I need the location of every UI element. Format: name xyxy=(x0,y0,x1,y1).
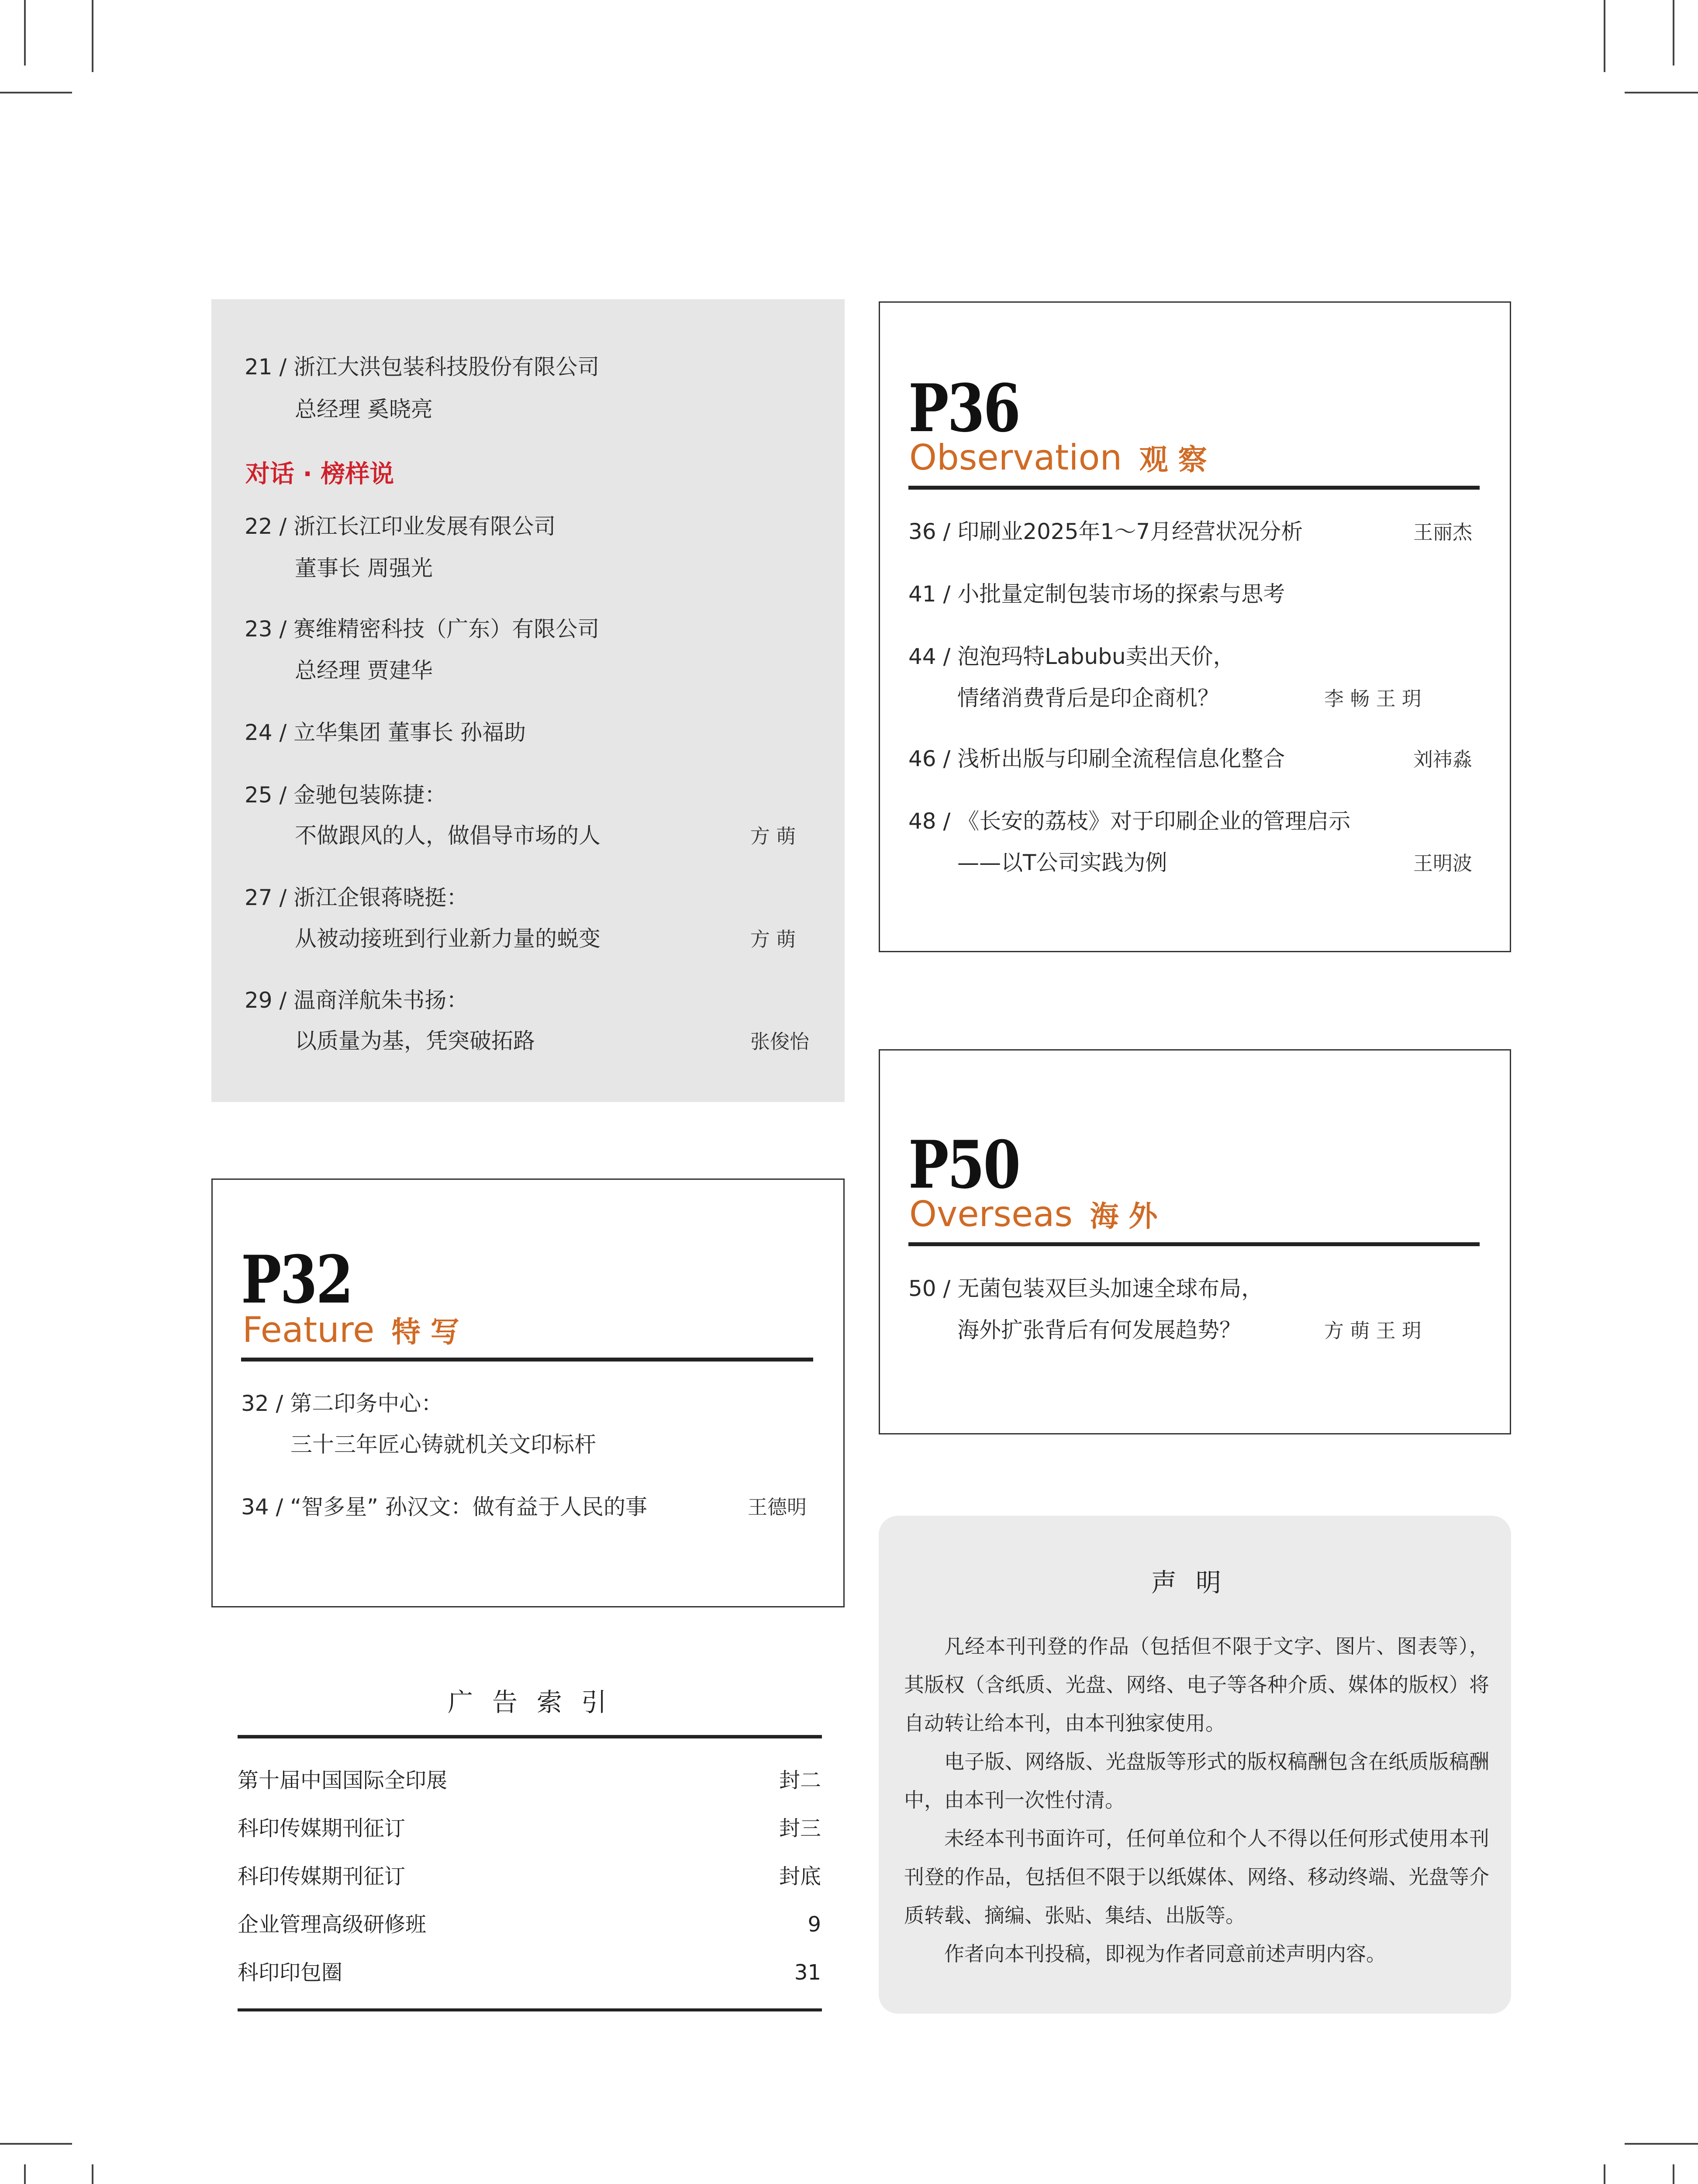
toc-item-subtitle: 不做跟风的人，做倡导市场的人 xyxy=(295,823,601,848)
ad-index-page: 封三 xyxy=(779,1816,821,1841)
toc-item-subtitle: 情绪消费背后是印企商机？ xyxy=(957,685,1219,711)
toc-item-title: 46 / 浅析出版与印刷全流程信息化整合 xyxy=(908,746,1285,771)
ad-index-name: 科印传媒期刊征订 xyxy=(238,1816,406,1841)
ad-index-bottom-rule xyxy=(238,2008,822,2011)
crop-mark xyxy=(1673,2164,1674,2184)
overseas-title-rule xyxy=(908,1242,1480,1246)
crop-mark xyxy=(0,2143,72,2145)
ad-index-name: 企业管理高级研修班 xyxy=(238,1912,427,1937)
crop-mark xyxy=(1673,0,1674,66)
notice-title: 声明 xyxy=(1151,1568,1241,1597)
feature-title xyxy=(242,1310,459,1350)
toc-item-author: 方 萌 xyxy=(750,825,796,848)
toc-item-title: 25 / 金驰包装陈捷： xyxy=(245,782,447,808)
observation-title-rule xyxy=(908,486,1480,490)
toc-item-author: 王丽杰 xyxy=(1413,521,1473,544)
feature-title-en: Feature xyxy=(242,1310,375,1350)
toc-item-author: 方 萌 王 玥 xyxy=(1324,1319,1422,1342)
overseas-title-en: Overseas xyxy=(909,1194,1073,1234)
toc-item-subtitle: 三十三年匠心铸就机关文印标杆 xyxy=(290,1432,596,1457)
toc-item-title: 48 / 《长安的荔枝》对于印刷企业的管理启示 xyxy=(908,809,1351,834)
crop-mark xyxy=(1625,92,1698,93)
feature-page-number: P32 xyxy=(241,1241,352,1318)
crop-mark xyxy=(92,0,93,72)
toc-item-title: 50 / 无菌包装双巨头加速全球布局， xyxy=(908,1276,1263,1301)
ad-index-page: 封二 xyxy=(779,1768,821,1793)
notice-paragraph: 电子版、网络版、光盘版等形式的版权稿酬包含在纸质版稿酬中，由本刊一次性付清。 xyxy=(904,1750,1489,1812)
observation-title-cn: 观 察 xyxy=(1139,443,1207,477)
toc-item-subtitle: 总经理 贾建华 xyxy=(295,658,433,683)
ad-index-name: 第十届中国国际全印展 xyxy=(238,1768,448,1793)
toc-item-title: 32 / 第二印务中心： xyxy=(241,1391,443,1416)
toc-item-subtitle: 从被动接班到行业新力量的蜕变 xyxy=(295,926,601,951)
ad-index-page: 9 xyxy=(808,1912,821,1937)
crop-mark xyxy=(92,2164,93,2184)
overseas-section xyxy=(879,1049,1511,1434)
toc-item-author: 刘祎淼 xyxy=(1413,748,1473,771)
ad-index-name: 科印印包圈 xyxy=(238,1960,343,1985)
crop-mark xyxy=(1625,2143,1698,2145)
crop-mark xyxy=(1604,2164,1605,2184)
toc-item-title: 22 / 浙江长江印业发展有限公司 xyxy=(245,514,556,539)
section-heading: 对话 · 榜样说 xyxy=(245,460,394,488)
toc-item-subtitle: ——以T公司实践为例 xyxy=(957,850,1167,875)
feature-title-rule xyxy=(241,1358,813,1362)
overseas-title xyxy=(909,1194,1158,1234)
notice-paragraph: 凡经本刊刊登的作品（包括但不限于文字、图片、图表等），其版权（含纸质、光盘、网络、电子等各种介质、媒体的版权）将自动转让给本刊，由本刊独家使用。 xyxy=(904,1635,1489,1735)
toc-item-subtitle: 总经理 奚晓亮 xyxy=(295,397,433,422)
observation-page-number: P36 xyxy=(908,370,1019,447)
overseas-page-number: P50 xyxy=(908,1127,1019,1203)
toc-item-title: 44 / 泡泡玛特Labubu卖出天价， xyxy=(908,644,1235,669)
toc-item-title: 29 / 温商洋航朱书扬： xyxy=(245,988,469,1013)
ad-index-top-rule xyxy=(238,1735,822,1738)
crop-mark xyxy=(1604,0,1605,72)
observation-title xyxy=(909,437,1207,478)
toc-item-author: 王明波 xyxy=(1413,852,1473,875)
toc-item-title: 23 / 赛维精密科技（广东）有限公司 xyxy=(245,616,600,642)
ad-index-name: 科印传媒期刊征订 xyxy=(238,1864,406,1889)
crop-mark xyxy=(0,92,72,93)
toc-item-title: 24 / 立华集团 董事长 孙福助 xyxy=(245,720,526,745)
toc-item-author: 方 萌 xyxy=(750,928,796,951)
toc-item-author: 李 畅 王 玥 xyxy=(1324,687,1422,710)
crop-mark xyxy=(24,0,26,66)
ad-index-page: 31 xyxy=(794,1960,821,1985)
overseas-title-cn: 海 外 xyxy=(1090,1199,1158,1233)
toc-item-title: 41 / 小批量定制包装市场的探索与思考 xyxy=(908,581,1285,607)
toc-item-title: 34 / “智多星” 孙汉文：做有益于人民的事 xyxy=(241,1494,647,1520)
toc-item-subtitle: 以质量为基，凭突破拓路 xyxy=(295,1028,535,1054)
toc-item-author: 王德明 xyxy=(748,1496,807,1519)
feature-title-cn: 特 写 xyxy=(391,1315,459,1349)
crop-mark xyxy=(24,2164,26,2184)
observation-title-en: Observation xyxy=(909,437,1122,478)
notice-paragraph: 作者向本刊投稿，即视为作者同意前述声明内容。 xyxy=(944,1942,1386,1966)
toc-item-subtitle: 海外扩张背后有何发展趋势？ xyxy=(957,1317,1241,1343)
toc-item-title: 36 / 印刷业2025年1～7月经营状况分析 xyxy=(908,519,1303,544)
ad-index-page: 封底 xyxy=(779,1864,821,1889)
ad-index-title: 广告索引 xyxy=(448,1687,626,1717)
toc-item-title: 21 / 浙江大洪包装科技股份有限公司 xyxy=(245,354,600,380)
notice-paragraph: 未经本刊书面许可，任何单位和个人不得以任何形式使用本刊刊登的作品，包括但不限于以纸媒体、网络、移动终端、光盘等介质转载、摘编、张贴、集结、出版等。 xyxy=(904,1827,1489,1927)
toc-item-author: 张俊怡 xyxy=(750,1030,810,1053)
toc-item-subtitle: 董事长 周强光 xyxy=(295,556,433,581)
toc-item-title: 27 / 浙江企银蒋晓挺： xyxy=(245,885,469,910)
